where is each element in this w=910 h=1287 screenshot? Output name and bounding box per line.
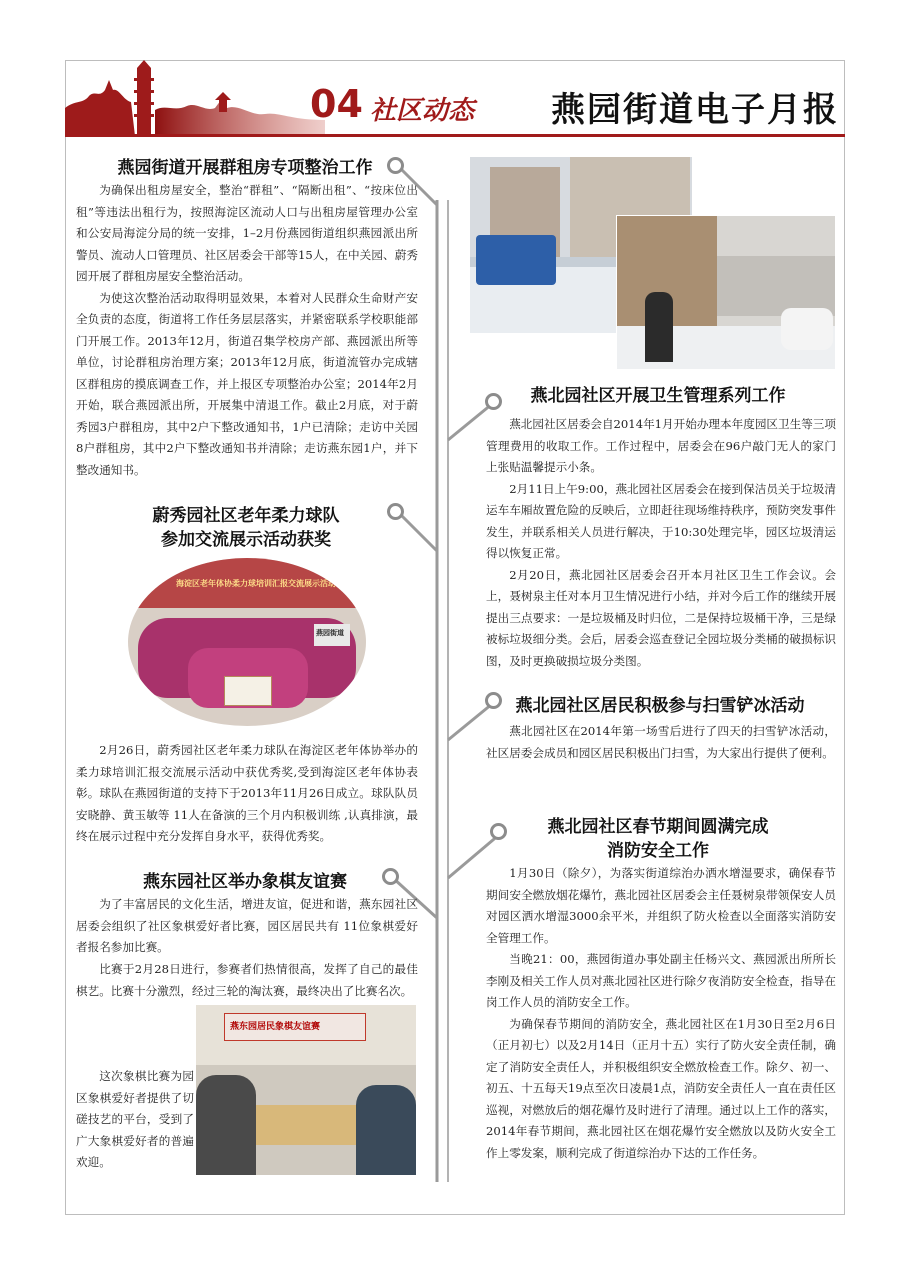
paragraph: 当晚21：00，燕园街道办事处副主任杨兴文、燕园派出所所长李刚及相关工作人员对燕北园社区进行除夕夜消防安全检查，指导在岗工作人员的消防安全工作。 [486,952,836,1009]
award-banner-text: 海淀区老年体协柔力球培训汇报交流展示活动 [176,578,336,588]
title-line: 参加交流展示活动获奖 [161,530,331,550]
blue-truck [476,235,556,285]
article-title-chess: 燕东园社区举办象棋友谊赛 [143,872,347,892]
article-title-snow-clearing: 燕北园社区居民积极参与扫雪铲冰活动 [515,696,805,716]
team-sign-text: 燕园街道 [316,628,344,637]
paragraph: 为了丰富居民的文化生活，增进友谊，促进和谐，燕东园社区居委会组织了社区象棋爱好者比赛，园区居民共有 11位象棋爱好者报名参加比赛。 [76,897,418,954]
article-title-ball-team [90,504,402,552]
title-line: 燕北园社区春节期间圆满完成 [547,817,769,837]
title-line: 消防安全工作 [607,841,709,861]
paragraph: 2月26日，蔚秀园社区老年柔力球队在海淀区老年体协举办的柔力球培训汇报交流展示活动中获优秀奖,受到海淀区老年体协表彰。球队在燕园街道的支持下于2013年11月26日成立。球队队员安晓静、黄玉敏等 11人在备演的三个月内积极训练 ,认真排演，最终在展示过程中充分发挥自身水平，获得优秀奖。 [76,743,418,843]
paragraph: 2月11日上午9:00，燕北园社区居委会在接到保洁员关于垃圾清运车车厢故置危险的反映后，立即赶往现场维持秩序，预防突发事件发生，并联系相关人员进行解决，于10:30处理完毕，园区垃圾清运得以恢复正常。 [486,481,836,560]
ball-team-award-photo [128,558,366,726]
paragraph: 燕北园社区居委会自2014年1月开始办理本年度园区卫生等三项管理费用的收取工作。工作过程中，居委会在96户敲门无人的家门上张贴温馨提示小条。 [486,417,836,474]
article-body-snow-clearing [486,721,836,764]
newsletter-title: 燕园街道电子月报 [551,90,839,130]
snow-covered-car [781,308,833,350]
article-body-ball-team [76,740,418,848]
paragraph: 这次象棋比赛为园区象棋爱好者提供了切磋技艺的平台，受到了广大象棋爱好者的普遍欢迎。 [76,1069,194,1169]
article-title-sanitation: 燕北园社区开展卫生管理系列工作 [530,386,786,406]
paragraph: 2月20日，燕北园社区居委会召开本月社区卫生工作会议。会上，聂树泉主任对本月卫生情况进行小结，并对今后工作的继续开展提出三点要求：一是垃圾桶及时归位，二是保持垃圾桶干净，三是绿被标垃圾细分类。会后，居委会巡查登记全园垃圾分类桶的破损标识图，及时更换破损垃圾分类图。 [486,567,836,668]
snow-sweeping-photo [616,215,836,370]
article-body-chess-narrow [76,959,418,1002]
paragraph: 为使这次整治活动取得明显效果，本着对人民群众生命财产安全负责的态度，街道将工作任务层层落实，并紧密联系学校职能部门开展工作。2013年12月，街道召集学校房产部、燕园派出所等单位，讨论群租房治理方案；2013年12月底，街道流管办完成辖区群租房的摸底调查工作，并上报区专项整治办公室；2014年2月开始，联合燕园派出所，开展集中清退工作。截止2月底，对于蔚秀园3户群租房，其中2户下整改通知书，1户已清除；走访中关园8户群租房，其中2户下整改通知书并清除；走访燕东园1户，并下整改通知书。 [76,290,418,477]
paragraph: 1月30日（除夕），为落实街道综治办洒水增湿要求，确保春节期间安全燃放烟花爆竹，燕北园社区居委会主任聂树泉带领保安人员对园区洒水增湿3000余平米，并组织了防火检查以全面落实消防安全管理工作。 [486,866,836,945]
paragraph: 为确保出租房屋安全，整治“群租”、“隔断出租”、“按床位出租”等违法出租行为，按照海淀区流动人口与出租房屋管理办公室和公安局海淀分局的统一安排，1–2月份燕园街道组织燕园派出所警员、流动人口管理员、社区居委会干部等15人，在中关园、蔚秀园开展了群租房屋安全整治活动。 [76,183,418,283]
section-title: 社区动态 [370,96,475,126]
article-body-chess-top [76,894,418,959]
paragraph: 燕北园社区在2014年第一场雪后进行了四天的扫雪铲冰活动，社区居委会成员和园区居民积极出门扫雪，为大家出行提供了便利。 [486,724,836,760]
article-title-group-rental: 燕园街道开展群租房专项整治工作 [117,158,373,178]
timeline-node [490,823,507,840]
title-line: 蔚秀园社区老年柔力球队 [152,506,340,526]
article-body-group-rental [76,180,418,481]
timeline-node [485,393,502,410]
section-number: 04 [310,82,363,126]
paragraph: 比赛于2月28日进行，参赛者们热情很高，发挥了自己的最佳棋艺。比赛十分激烈，经过三轮的淘汰赛，最终决出了比赛名次。 [76,962,418,998]
player-right [356,1085,416,1175]
article-body-chess-bottom [76,1066,194,1174]
article-body-sanitation [486,414,836,672]
article-body-fire-safety [486,863,836,1164]
chess-banner-text: 燕东园居民象棋友谊赛 [230,1022,321,1032]
chess-match-photo [196,1005,416,1175]
article-title-fire-safety [508,815,808,863]
award-certificate [224,676,272,706]
sweeping-resident [645,292,673,362]
building [717,256,835,316]
player-left [196,1075,256,1175]
paragraph: 为确保春节期间的消防安全，燕北园社区在1月30日至2月6日（正月初七）以及2月14日（正月十五）实行了防火安全责任制，确定了消防安全责任人，并积极组织安全燃放检查工作。除夕、初一、初五、十五每天19点至次日凌晨1点，消防安全责任人一直在责任区巡视，对燃放后的烟花爆竹及时进行了清理。通过以上工作的落实，2014年春节期间，燕北园社区在烟花爆竹安全燃放以及防火安全工作上零发案，顺利完成了街道综治办下达的工作任务。 [486,1016,836,1160]
